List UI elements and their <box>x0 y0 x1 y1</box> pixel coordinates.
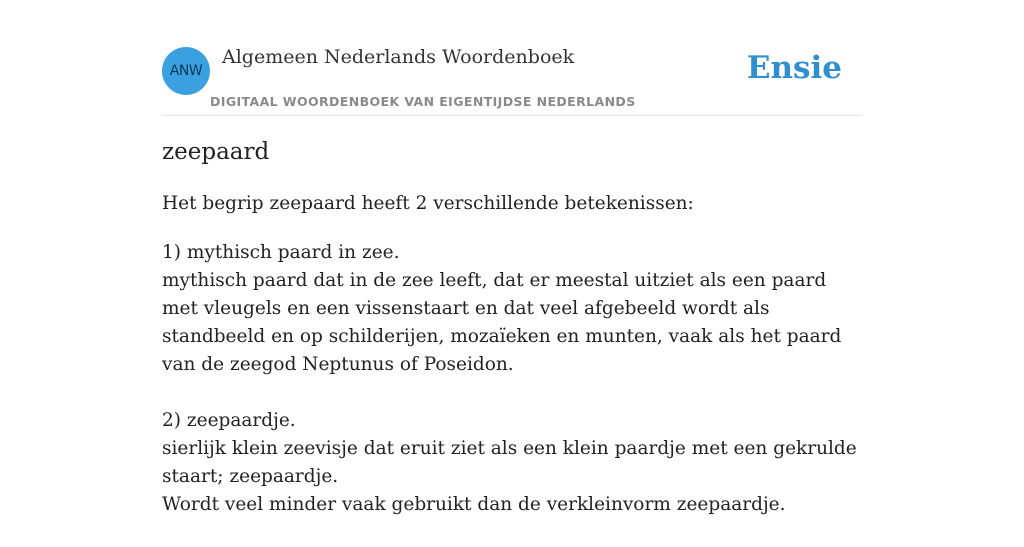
entry-intro: Het begrip zeepaard heeft 2 verschillende betekenissen: <box>162 193 694 214</box>
meaning-item <box>162 239 862 379</box>
site-subtitle: DIGITAAL WOORDENBOEK VAN EIGENTIJDSE NEDERLANDS <box>210 94 636 109</box>
meaning-definition: mythisch paard dat in de zee leeft, dat er meestal uitziet als een paard met vleugels en een vissenstaart en dat veel afgebeeld wordt als standbeeld en op schilderijen, mozaïeken en munten, vaak als het paard van de zeegod Neptunus of Poseidon. <box>162 270 842 375</box>
meaning-title: 1) mythisch paard in zee. <box>162 242 400 263</box>
meanings-list <box>162 239 862 547</box>
meaning-definition: sierlijk klein zeevisje dat eruit ziet als een klein paardje met een gekrulde staart; zeepaardje. <box>162 438 857 487</box>
page-title: zeepaard <box>162 139 270 165</box>
meaning-title: 2) zeepaardje. <box>162 410 296 431</box>
logo-text: ANW <box>169 63 203 79</box>
site-title[interactable]: Algemeen Nederlands Woordenboek <box>222 46 575 68</box>
meaning-item <box>162 407 862 519</box>
meaning-note: Wordt veel minder vaak gebruikt dan de verkleinvorm zeepaardje. <box>162 494 786 515</box>
anw-logo[interactable] <box>162 47 210 95</box>
ensie-brand-logo[interactable]: Ensie <box>746 50 842 86</box>
page-container <box>162 0 862 515</box>
site-header <box>162 0 862 116</box>
